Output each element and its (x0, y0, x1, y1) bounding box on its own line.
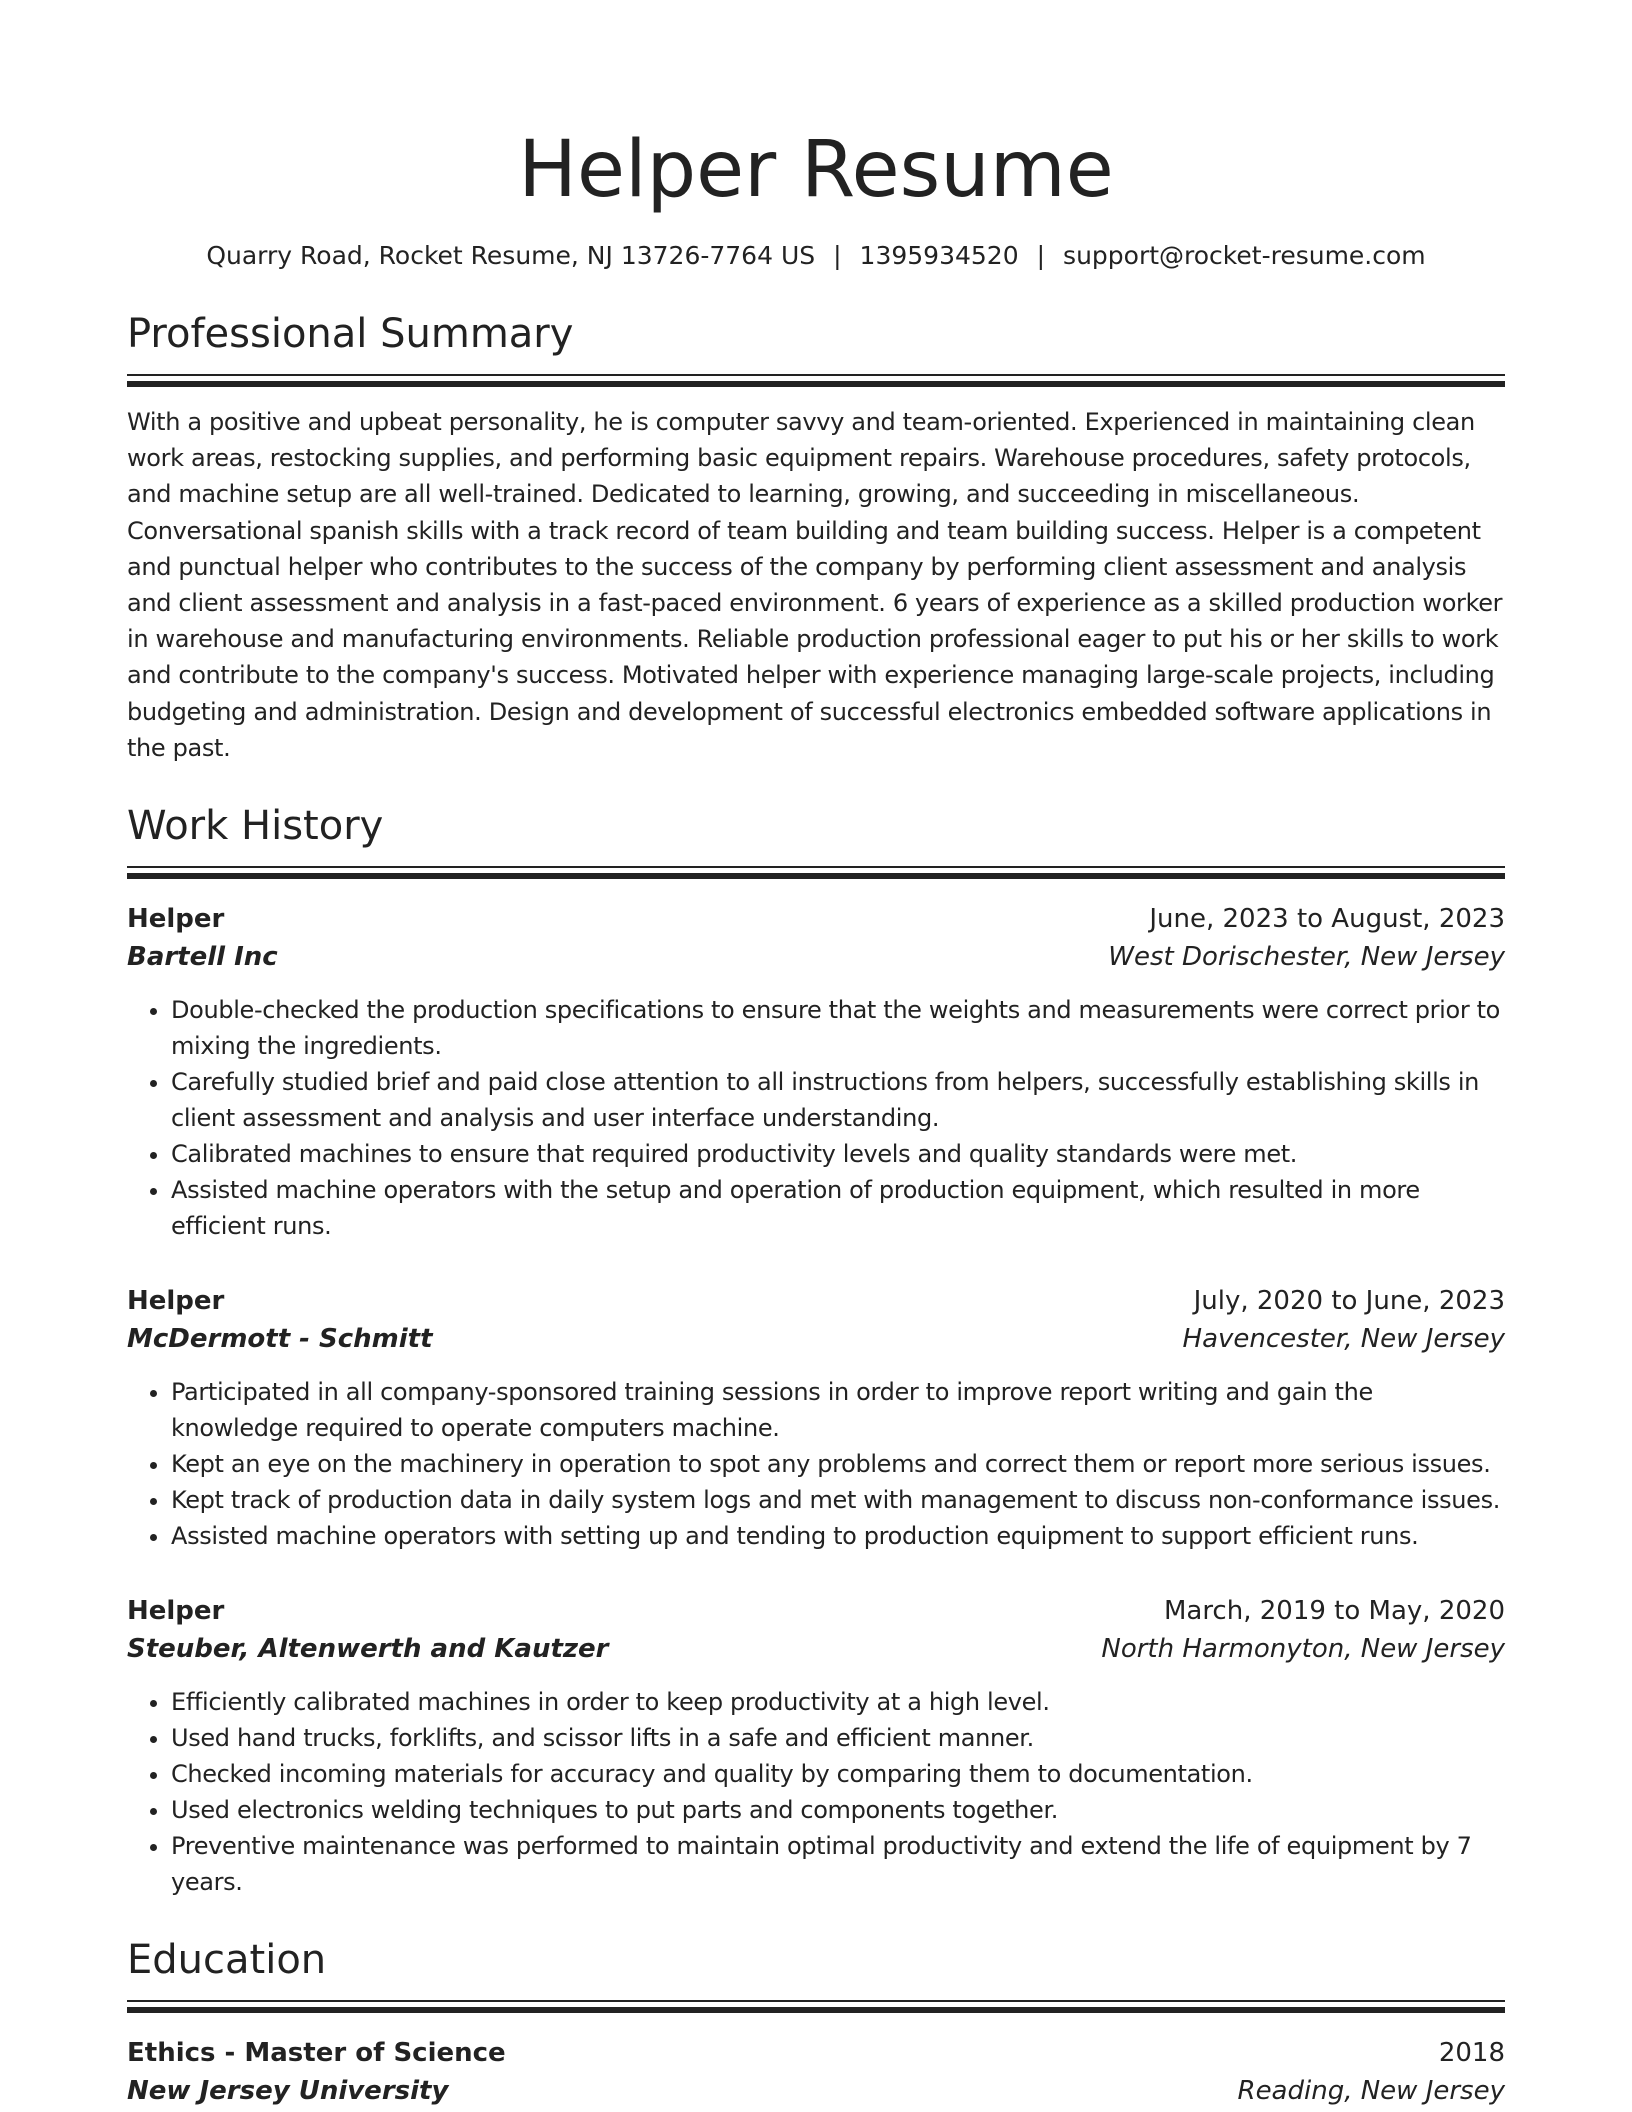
contact-line (127, 238, 1505, 274)
education-section (127, 1934, 1505, 2110)
contact-email: support@rocket-resume.com (1063, 241, 1426, 270)
job-bullet: • Preventive maintenance was performed to maintain optimal productivity and extend the life of equipment by 7 years. (171, 1828, 1505, 1900)
job-header-row (127, 1282, 1505, 1320)
section-divider (127, 374, 1505, 386)
job-bullet: • Assisted machine operators with the setup and operation of production equipment, which resulted in more efficient runs. (171, 1172, 1505, 1244)
job-bullet: • Efficiently calibrated machines in order to keep productivity at a high level. (171, 1684, 1505, 1720)
job-location: Havencester, New Jersey (1182, 1324, 1505, 1355)
job-title: Helper (127, 1596, 225, 1627)
section-heading-summary: Professional Summary (127, 311, 574, 357)
section-divider (127, 866, 1505, 878)
job-title: Helper (127, 1286, 225, 1317)
education-header-row (127, 2034, 1505, 2072)
job-bullet: • Checked incoming materials for accuracy and quality by comparing them to documentation. (171, 1756, 1505, 1792)
work-history-section (127, 800, 1505, 1900)
summary-text: With a positive and upbeat personality, he is computer savvy and team-oriented. Experienced in maintaining clean work areas, restocking supplies, and performing basic equipment repairs. Warehouse procedures, safety protocols, and machine setup are all well-trained. Dedicated to learning, growing, and succeeding in miscellaneous. Conversational spanish skills with a track record of team building and team building success. Helper is a competent and punctual helper who contributes to the success of the company by performing client assessment and analysis and client assessment and analysis in a fast-paced environment. 6 years of experience as a skilled production worker in warehouse and manufacturing environments. Reliable production professional eager to put his or her skills to work and contribute to the company's success. Motivated helper with experience managing large-scale projects, including budgeting and administration. Design and development of successful electronics embedded software applications in the past. (127, 408, 1503, 762)
job-company: Bartell Inc (127, 942, 278, 973)
job-bullets (127, 992, 1505, 1244)
job-company: McDermott - Schmitt (127, 1324, 433, 1355)
job-bullet: • Assisted machine operators with setting up and tending to production equipment to support efficient runs. (171, 1518, 1505, 1554)
job-bullet: • Used hand trucks, forklifts, and scissor lifts in a safe and efficient manner. (171, 1720, 1505, 1756)
section-heading-education: Education (127, 1937, 327, 1984)
education-location: Reading, New Jersey (1237, 2076, 1505, 2107)
job-bullets (127, 1374, 1505, 1554)
section-divider (127, 2000, 1505, 2012)
job-bullet: • Used electronics welding techniques to put parts and components together. (171, 1792, 1505, 1828)
job-entry (127, 900, 1505, 1244)
job-bullet: • Kept track of production data in daily system logs and met with management to discuss non-conformance issues. (171, 1482, 1505, 1518)
contact-separator: | (833, 241, 842, 270)
education-year: 2018 (1438, 2038, 1505, 2069)
job-dates: July, 2020 to June, 2023 (1193, 1286, 1505, 1317)
job-location: West Dorischester, New Jersey (1108, 942, 1505, 973)
resume-name: Helper Resume (518, 125, 1114, 215)
job-company-row (127, 1630, 1505, 1668)
job-company-row (127, 1320, 1505, 1358)
education-degree: Ethics - Master of Science (127, 2038, 506, 2069)
job-bullet: • Kept an eye on the machinery in operation to spot any problems and correct them or report more serious issues. (171, 1446, 1505, 1482)
contact-address: Quarry Road, Rocket Resume, NJ 13726-7764 US (206, 241, 816, 270)
job-dates: June, 2023 to August, 2023 (1149, 904, 1505, 935)
summary-section (127, 308, 1505, 766)
job-bullets (127, 1684, 1505, 1900)
job-company: Steuber, Altenwerth and Kautzer (127, 1634, 609, 1665)
job-entry (127, 1282, 1505, 1554)
job-header-row (127, 1592, 1505, 1630)
job-location: North Harmonyton, New Jersey (1101, 1634, 1505, 1665)
job-entry (127, 1592, 1505, 1900)
education-school: New Jersey University (127, 2076, 449, 2107)
section-heading-work-history: Work History (127, 803, 384, 850)
job-dates: March, 2019 to May, 2020 (1163, 1596, 1505, 1627)
job-company-row (127, 938, 1505, 976)
education-school-row (127, 2072, 1505, 2110)
job-bullet: • Participated in all company-sponsored training sessions in order to improve report writing and gain the knowledge required to operate computers machine. (171, 1374, 1505, 1446)
job-bullet: • Carefully studied brief and paid close attention to all instructions from helpers, successfully establishing skills in client assessment and analysis and user interface understanding. (171, 1064, 1505, 1136)
job-header-row (127, 900, 1505, 938)
education-entry (127, 2034, 1505, 2110)
job-title: Helper (127, 904, 225, 935)
contact-separator: | (1036, 241, 1046, 270)
job-bullet: • Double-checked the production specifications to ensure that the weights and measurements were correct prior to mixing the ingredients. (171, 992, 1505, 1064)
job-bullet: • Calibrated machines to ensure that required productivity levels and quality standards were met. (171, 1136, 1505, 1172)
contact-phone: 1395934520 (859, 241, 1019, 270)
